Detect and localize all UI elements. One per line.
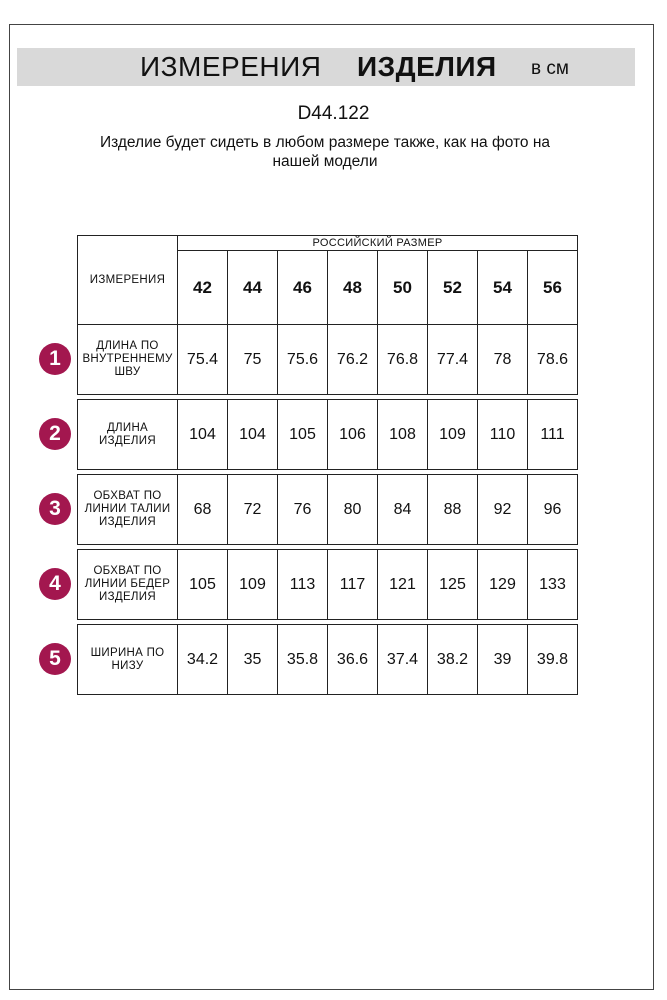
value-cell: 104 [228,400,278,470]
value-cell: 109 [228,550,278,620]
measurement-label: ДЛИНА ПО ВНУТРЕННЕМУ ШВУ [78,325,178,395]
value-cell: 96 [528,475,578,545]
value-cell: 76 [278,475,328,545]
measurement-number-badge: 3 [39,493,71,525]
value-cell: 78.6 [528,325,578,395]
value-cell: 78 [478,325,528,395]
value-cell: 75 [228,325,278,395]
title-measurements: ИЗМЕРЕНИЯ [140,51,322,82]
value-cell: 36.6 [328,625,378,695]
table-row [78,400,578,470]
size-table [77,235,578,695]
table-row [78,625,578,695]
value-cell: 88 [428,475,478,545]
fit-note: Изделие будет сидеть в любом размере также, как на фото на нашей модели [99,134,551,170]
table-row [78,325,578,395]
value-cell: 106 [328,400,378,470]
value-cell: 105 [278,400,328,470]
table-row [78,550,578,620]
value-cell: 75.6 [278,325,328,395]
value-cell: 113 [278,550,328,620]
value-cell: 133 [528,550,578,620]
size-group-header: РОССИЙСКИЙ РАЗМЕР [178,236,578,251]
value-cell: 111 [528,400,578,470]
value-cell: 37.4 [378,625,428,695]
value-cell: 104 [178,400,228,470]
measurement-number-badge: 1 [39,343,71,375]
value-cell: 72 [228,475,278,545]
value-cell: 38.2 [428,625,478,695]
value-cell: 125 [428,550,478,620]
measurement-label: ДЛИНА ИЗДЕЛИЯ [78,400,178,470]
size-52: 52 [428,251,478,325]
value-cell: 35 [228,625,278,695]
value-cell: 129 [478,550,528,620]
value-cell: 109 [428,400,478,470]
size-50: 50 [378,251,428,325]
value-cell: 92 [478,475,528,545]
value-cell: 110 [478,400,528,470]
value-cell: 76.2 [328,325,378,395]
header-row [78,236,578,251]
measurement-number-badge: 4 [39,568,71,600]
size-46: 46 [278,251,328,325]
value-cell: 105 [178,550,228,620]
value-cell: 68 [178,475,228,545]
value-cell: 108 [378,400,428,470]
value-cell: 117 [328,550,378,620]
measurement-header: ИЗМЕРЕНИЯ [78,236,178,325]
value-cell: 80 [328,475,378,545]
value-cell: 84 [378,475,428,545]
measurement-number-badge: 2 [39,418,71,450]
size-54: 54 [478,251,528,325]
value-cell: 121 [378,550,428,620]
size-48: 48 [328,251,378,325]
value-cell: 35.8 [278,625,328,695]
value-cell: 76.8 [378,325,428,395]
title-unit: в см [531,58,569,79]
measurement-number-badge: 5 [39,643,71,675]
value-cell: 39.8 [528,625,578,695]
size-42: 42 [178,251,228,325]
size-56: 56 [528,251,578,325]
value-cell: 34.2 [178,625,228,695]
table-row [78,475,578,545]
measurement-label: ШИРИНА ПО НИЗУ [78,625,178,695]
value-cell: 39 [478,625,528,695]
size-44: 44 [228,251,278,325]
title-product: ИЗДЕЛИЯ [357,51,497,82]
measurement-label: ОБХВАТ ПО ЛИНИИ ТАЛИИ ИЗДЕЛИЯ [78,475,178,545]
value-cell: 77.4 [428,325,478,395]
value-cell: 75.4 [178,325,228,395]
measurement-label: ОБХВАТ ПО ЛИНИИ БЕДЕР ИЗДЕЛИЯ [78,550,178,620]
product-code: D44.122 [297,103,370,124]
